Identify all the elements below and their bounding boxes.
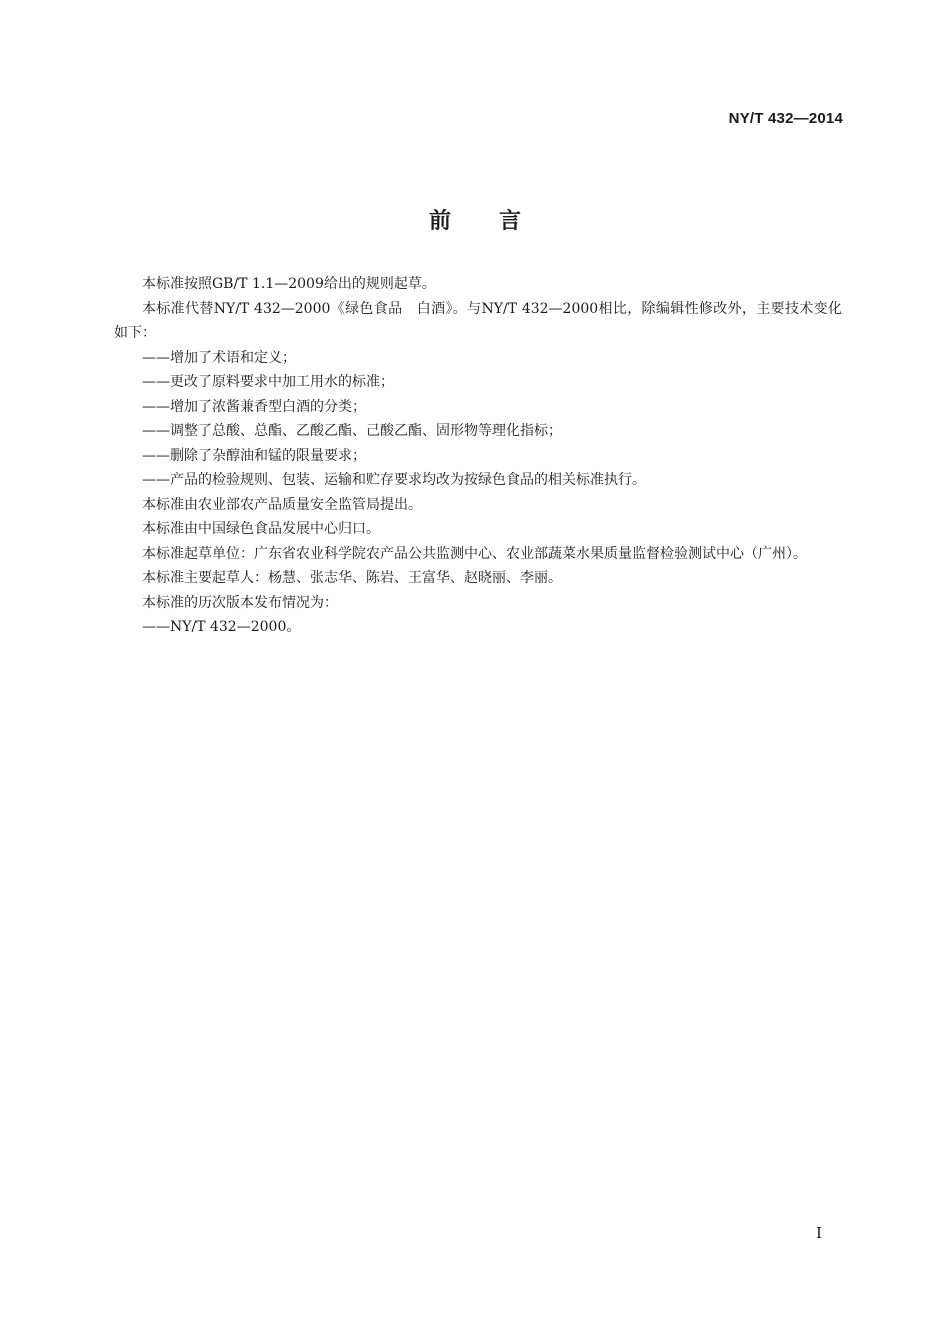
list-item: ——更改了原料要求中加工用水的标准； [142, 374, 394, 390]
paragraph: 本标准由中国绿色食品发展中心归口。 [142, 521, 380, 537]
list-item: ——产品的检验规则、包装、运输和贮存要求均改为按绿色食品的相关标准执行。 [142, 472, 646, 488]
paragraph: 本标准按照GB/T 1.1—2009给出的规则起草。 [142, 276, 436, 292]
paragraph: 本标准主要起草人：杨慧、张志华、陈岩、王富华、赵晓丽、李丽。 [142, 570, 562, 586]
page-number: I [816, 1224, 822, 1242]
paragraph: 本标准代替NY/T 432—2000《绿色食品 白酒》。与NY/T 432—2000相比，除编辑性修改外，主要技术变化如下： [114, 300, 842, 341]
list-item: ——调整了总酸、总酯、乙酸乙酯、己酸乙酯、固形物等理化指标； [142, 423, 562, 439]
paragraph: 本标准起草单位：广东省农业科学院农产品公共监测中心、农业部蔬菜水果质量监督检验测试中心（广州）。 [142, 545, 807, 562]
list-item: ——删除了杂醇油和锰的限量要求； [142, 447, 366, 464]
paragraph: 本标准的历次版本发布情况为： [142, 594, 338, 611]
list-item: ——增加了浓酱兼香型白酒的分类； [142, 398, 366, 415]
foreword-body [114, 272, 842, 640]
paragraph: 本标准由农业部农产品质量安全监管局提出。 [142, 496, 422, 513]
standard-code: NY/T 432—2014 [728, 110, 843, 127]
list-item: ——NY/T 432—2000。 [142, 619, 301, 635]
list-item: ——增加了术语和定义； [142, 349, 296, 366]
page-title: 前言 [428, 209, 569, 234]
